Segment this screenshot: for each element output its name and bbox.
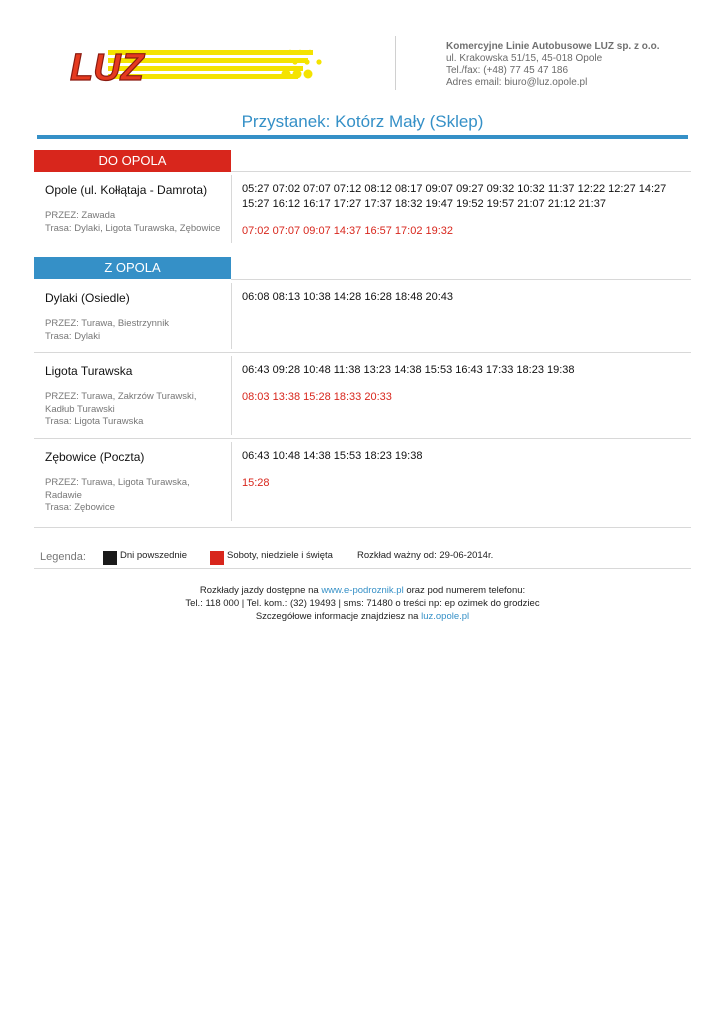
- destination-name: Opole (ul. Kołłątaja - Damrota): [45, 183, 208, 197]
- company-email: Adres email: biuro@luz.opole.pl: [446, 77, 588, 88]
- route-via: [45, 391, 225, 429]
- column-divider: [231, 442, 232, 521]
- route-text: Trasa: Zębowice: [45, 502, 115, 513]
- weekday-times: 06:43 09:28 10:48 11:38 13:23 14:38 15:53 16:43 17:33 18:23 19:38: [242, 364, 575, 376]
- weekend-times: 08:03 13:38 15:28 18:33 20:33: [242, 391, 392, 403]
- column-divider: [231, 356, 232, 435]
- section-header-line: [231, 279, 691, 280]
- footer-line-2: Tel.: 118 000 | Tel. kom.: (32) 19493 | sms: 71480 o treści np: ep ozimek do grodziec: [185, 598, 540, 609]
- logo-text: LUZ: [70, 47, 144, 88]
- company-address: ul. Krakowska 51/15, 45-018 Opole: [446, 53, 603, 64]
- title-underline: [37, 135, 688, 139]
- company-phone: Tel./fax: (+48) 77 45 47 186: [446, 65, 569, 76]
- footer-line-1: [0, 584, 725, 597]
- destination-name: Zębowice (Poczta): [45, 450, 145, 464]
- legend-label: Legenda:: [40, 551, 86, 563]
- valid-from: Rozkład ważny od: 29-06-2014r.: [357, 550, 494, 561]
- row-separator: [34, 527, 691, 528]
- weekday-times: 06:43 10:48 14:38 15:53 18:23 19:38: [242, 450, 423, 462]
- route-via: [45, 318, 225, 343]
- legend-weekend: Soboty, niedziele i święta: [227, 550, 333, 561]
- stop-title: Przystanek: Kotórz Mały (Sklep): [241, 112, 484, 131]
- weekday-times: 06:08 08:13 10:38 14:28 16:28 18:48 20:43: [242, 291, 454, 303]
- footer-text: Szczegółowe informacje znajdziesz na: [255, 611, 422, 622]
- via-text: PRZEZ: Turawa, Zakrzów Turawski, Kadłub Turawski: [45, 391, 197, 415]
- header-divider: [395, 36, 396, 90]
- luz-logo: [68, 44, 330, 88]
- column-divider: [231, 175, 232, 243]
- section-header-line: [231, 171, 691, 172]
- footer-line-3: [0, 610, 725, 623]
- footer-link-e-podroznik[interactable]: www.e-podroznik.pl: [321, 585, 404, 596]
- section-header-do-opola: DO OPOLA: [34, 150, 231, 172]
- route-text: Trasa: Dylaki, Ligota Turawska, Zębowice: [45, 222, 221, 234]
- destination-name: Ligota Turawska: [45, 364, 133, 378]
- route-via: [45, 477, 225, 515]
- column-divider: [231, 283, 232, 349]
- via-text: PRZEZ: Turawa, Ligota Turawska, Radawie: [45, 477, 190, 501]
- footer-text: Rozkłady jazdy dostępne na: [199, 585, 322, 596]
- company-name: Komercyjne Linie Autobusowe LUZ sp. z o.o.: [446, 41, 660, 52]
- company-info: [446, 41, 660, 89]
- route-via: [45, 210, 225, 235]
- via-text: PRZEZ: Zawada: [45, 210, 116, 221]
- weekend-swatch: [210, 551, 224, 565]
- legend-separator: [34, 568, 691, 569]
- destination-name: Dylaki (Osiedle): [45, 291, 130, 305]
- route-text: Trasa: Ligota Turawska: [45, 416, 144, 427]
- footer-link-luz[interactable]: luz.opole.pl: [421, 611, 470, 622]
- footer-text: oraz pod numerem telefonu:: [403, 585, 526, 596]
- row-separator: [34, 438, 691, 439]
- weekday-times: 05:27 07:02 07:07 07:12 08:12 08:17 09:07 09:27 09:32 10:32 11:37 12:22 12:27 14:27 15:27 16:12 16:17 17:27 17:37 18:32 19:47 19:52 19:57 21:07 21:12 21:37: [242, 183, 667, 210]
- section-header-z-opola: Z OPOLA: [34, 257, 231, 279]
- row-separator: [34, 352, 691, 353]
- weekend-times: 15:28: [242, 477, 270, 489]
- weekend-times: 07:02 07:07 09:07 14:37 16:57 17:02 19:32: [242, 225, 454, 237]
- via-text: PRZEZ: Turawa, Biestrzynnik: [45, 318, 170, 329]
- route-text: Trasa: Dylaki: [45, 330, 101, 342]
- legend-weekday: Dni powszednie: [120, 550, 188, 561]
- weekday-swatch: [103, 551, 117, 565]
